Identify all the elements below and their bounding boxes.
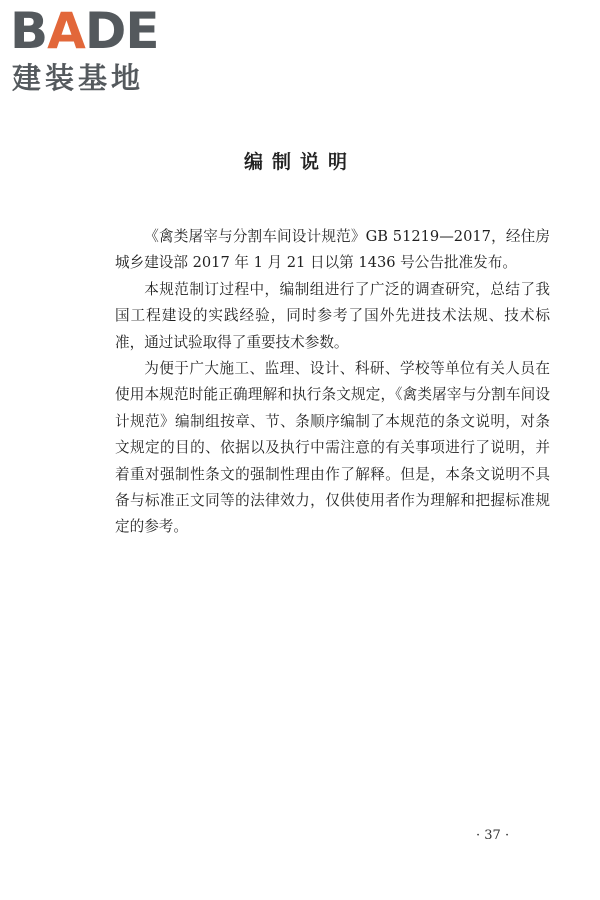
logo-wordmark [10, 2, 159, 60]
paragraph-purpose: 为便于广大施工、监理、设计、科研、学校等单位有关人员在使用本规范时能正确理解和执行条文规定，《禽类屠宰与分割车间设计规范》编制组按章、节、条顺序编制了本规范的条文说明，对条文规定的目的、依据以及执行中需注意的有关事项进行了说明，并着重对强制性条文的强制性理由作了解释。但是，本条文说明不具备与标准正文同等的法律效力，仅供使用者作为理解和把握标准规定的参考。 [115, 360, 550, 536]
paragraph-drafting: 本规范制订过程中，编制组进行了广泛的调查研究，总结了我国工程建设的实践经验，同时参考了国外先进技术法规、技术标准，通过试验取得了重要技术参数。 [115, 280, 550, 351]
watermark-logo [10, 2, 180, 96]
logo-chinese-text: 建装基地 [12, 61, 145, 95]
page-title: 编制说明 [243, 151, 356, 173]
logo-letter-a-accent: A [47, 2, 85, 60]
paragraph-approval: 《禽类屠宰与分割车间设计规范》GB 51219—2017，经住房城乡建设部 2017 年 1 月 21 日以第 1436 号公告批准发布。 [115, 228, 550, 272]
page-number: · 37 · [476, 828, 510, 843]
logo-letter-b: B [10, 2, 48, 60]
body-text [115, 224, 550, 541]
logo-letters-de: DE [84, 2, 159, 60]
